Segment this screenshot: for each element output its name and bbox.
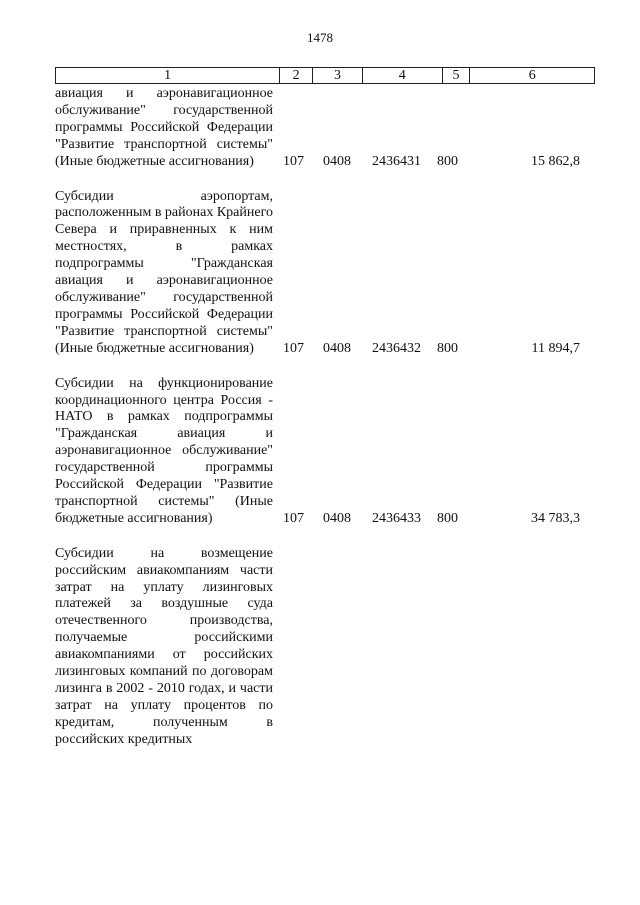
header-col-5: 5 [443,68,471,83]
row-section-code: 0408 [323,340,351,356]
row-section-code: 0408 [323,153,351,169]
row-expense-type-code: 800 [437,340,458,356]
budget-table-body [55,86,595,767]
row-target-article-code: 2436432 [372,340,421,356]
table-row [55,86,595,171]
row-sum: 11 894,7 [531,340,580,356]
row-description: авиация и аэронавигационное обслуживание" государственной программы Российской Федерации "Развитие транспортной системы" (Иные бюджетные ассигнования) [55,86,273,169]
row-target-article-code: 2436433 [372,510,421,526]
row-expense-type-code: 800 [437,153,458,169]
row-grbs-code: 107 [283,510,304,526]
row-expense-type-code: 800 [437,510,458,526]
row-description: Субсидии на возмещение российским авиакомпаниям части затрат на уплату лизинговых платежей за воздушные суда отечественного производства, получаемые российскими авиакомпаниями от российских лизинговых компаний по договорам лизинга в 2002 - 2010 годах, и части затрат на уплату процентов по кредитам, полученным в российских кредитных [55,545,273,747]
row-description: Субсидии аэропортам, расположенным в районах Крайнего Севера и приравненных к ним местностях, в рамках подпрограммы "Гражданская авиация и аэронавигационное обслуживание" государственной программы Российской Федерации "Развитие транспортной системы" (Иные бюджетные ассигнования) [55,188,273,356]
row-sum: 34 783,3 [531,510,580,526]
row-sum: 15 862,8 [531,153,580,169]
row-section-code: 0408 [323,510,351,526]
table-row [55,376,595,528]
row-grbs-code: 107 [283,340,304,356]
row-description: Субсидии на функционирование координационного центра Россия - НАТО в рамках подпрограммы "Гражданская авиация и аэронавигационное обслуживание" государственной программы Российской Федерации "Развитие транспортной системы" (Иные бюджетные ассигнования) [55,375,273,526]
page-number: 1478 [307,30,333,45]
header-col-3: 3 [313,68,363,83]
header-col-6: 6 [528,68,536,83]
row-target-article-code: 2436431 [372,153,421,169]
table-row [55,189,595,358]
table-header [55,67,595,84]
row-codes [55,341,595,358]
header-col-2: 2 [280,68,313,83]
table-row [55,546,595,749]
row-codes [55,154,595,171]
row-codes [55,511,595,528]
header-col-4: 4 [363,68,443,83]
row-grbs-code: 107 [283,153,304,169]
header-col-1: 1 [56,68,280,83]
